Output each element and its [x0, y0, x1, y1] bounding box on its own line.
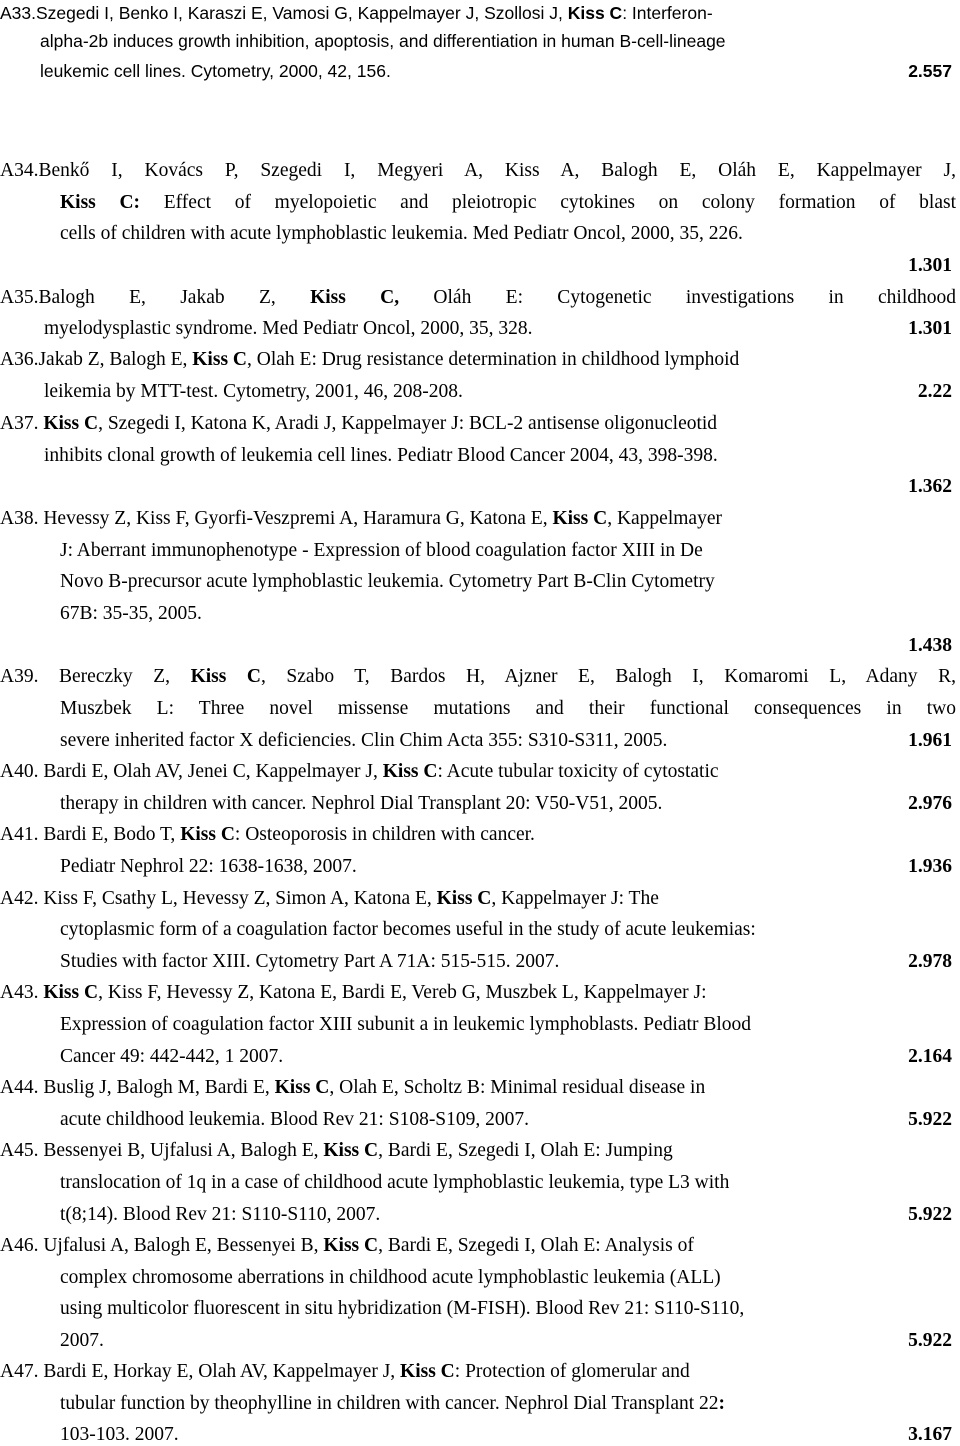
highlighted-author: Kiss C — [567, 3, 623, 23]
reference-text: A43. — [0, 982, 44, 1003]
reference-text: therapy in children with cancer. Nephrol Dial Transplant 20: V50-V51, 2005. — [60, 793, 663, 814]
reference-text: , Bardi E, Szegedi I, Olah E: Jumping — [378, 1140, 673, 1161]
highlighted-author: Kiss C — [382, 761, 438, 782]
reference-text: severe inherited factor X deficiencies. Clin Chim Acta 355: S310-S311, 2005. — [60, 730, 668, 751]
impact-factor: 5.922 — [908, 1204, 952, 1225]
reference-a38-line-4: 67B: 35-35, 2005. — [60, 603, 202, 624]
highlighted-author: Kiss C, — [310, 287, 400, 308]
reference-a36-line-1 — [0, 344, 960, 376]
reference-a38-line-1 — [0, 503, 960, 535]
highlighted-author: Kiss C — [400, 1361, 455, 1382]
reference-a44-line-1 — [0, 1072, 960, 1104]
impact-factor: 1.936 — [908, 856, 952, 877]
reference-a45-line-1 — [0, 1135, 960, 1167]
reference-text: 2007. — [60, 1330, 104, 1351]
reference-a33-line-2: alpha-2b induces growth inhibition, apoptosis, and differentiation in human B-cell-lineage — [40, 31, 726, 51]
reference-text: , Szabo T, Bardos H, Ajzner E, Balogh I, Komaromi L, Adany R, — [260, 666, 956, 687]
reference-text: : Protection of glomerular and — [454, 1361, 690, 1382]
reference-a38-line-2: J: Aberrant immunophenotype - Expression of blood coagulation factor XIII in De — [60, 540, 703, 561]
reference-a41-line-2 — [0, 851, 960, 883]
impact-factor: 1.301 — [908, 255, 952, 276]
highlighted-author: Kiss C — [436, 888, 492, 909]
reference-text: Effect of myelopoietic and pleiotropic cytokines on colony formation of blast — [140, 192, 956, 213]
reference-a35-line-2 — [0, 313, 960, 345]
reference-a45-line-3 — [0, 1199, 960, 1231]
reference-a40-line-1 — [0, 756, 960, 788]
reference-text: leukemic cell lines. Cytometry, 2000, 42, 156. — [40, 61, 391, 81]
reference-a34-line-3: cells of children with acute lymphoblastic leukemia. Med Pediatr Oncol, 2000, 35, 226. — [60, 223, 743, 244]
reference-text: , Bardi E, Szegedi I, Olah E: Analysis of — [378, 1235, 694, 1256]
highlighted-author: Kiss C — [192, 349, 247, 370]
reference-a38-impact-line — [0, 630, 960, 662]
reference-a37-line-1 — [0, 408, 960, 440]
reference-a45-line-2: translocation of 1q in a case of childhood acute lymphoblastic leukemia, type L3 with — [60, 1172, 730, 1193]
reference-a47-line-1 — [0, 1356, 960, 1388]
reference-text: A44. Buslig J, Balogh M, Bardi E, — [0, 1077, 275, 1098]
reference-a46-line-2: complex chromosome aberrations in childhood acute lymphoblastic leukemia (ALL) — [60, 1267, 721, 1288]
reference-text: A39. Bereczky Z, — [0, 666, 191, 687]
reference-a36-line-2 — [0, 376, 960, 408]
reference-text: leikemia by MTT-test. Cytometry, 2001, 46, 208-208. — [44, 381, 463, 402]
reference-a39-line-1 — [0, 661, 960, 693]
reference-a47-line-2 — [0, 1388, 960, 1420]
reference-a37-impact-line — [0, 471, 960, 503]
reference-text: A46. Ujfalusi A, Balogh E, Bessenyei B, — [0, 1235, 324, 1256]
reference-a43-line-2: Expression of coagulation factor XIII subunit a in leukemic lymphoblasts. Pediatr Blood — [60, 1014, 752, 1035]
highlighted-author: Kiss C: — [60, 192, 141, 213]
reference-a43-line-3 — [0, 1041, 960, 1073]
reference-a37-line-2: inhibits clonal growth of leukemia cell lines. Pediatr Blood Cancer 2004, 43, 398-398. — [44, 445, 718, 466]
reference-text: Cancer 49: 442-442, 1 2007. — [60, 1046, 284, 1067]
impact-factor: 2.557 — [908, 61, 952, 81]
reference-a46-line-4 — [0, 1325, 960, 1357]
reference-a34-line-2 — [0, 187, 960, 219]
reference-text: tubular function by theophylline in children with cancer. Nephrol Dial Transplant 22 — [60, 1393, 719, 1414]
reference-a42-line-1 — [0, 883, 960, 915]
impact-factor: 1.301 — [908, 318, 952, 339]
reference-text: A33.Szegedi I, Benko I, Karaszi E, Vamosi G, Kappelmayer J, Szollosi J, — [0, 3, 568, 23]
reference-a34-impact-line — [0, 250, 960, 282]
impact-factor: 1.961 — [908, 730, 952, 751]
reference-a43-line-1 — [0, 977, 960, 1009]
reference-a41-line-1 — [0, 819, 960, 851]
reference-text: , Szegedi I, Katona K, Aradi J, Kappelmayer J: BCL-2 antisense oligonucleotid — [98, 413, 718, 434]
reference-text: myelodysplastic syndrome. Med Pediatr Oncol, 2000, 35, 328. — [44, 318, 533, 339]
highlighted-author: Kiss C — [43, 982, 99, 1003]
impact-factor: 2.164 — [908, 1046, 952, 1067]
reference-text: A47. Bardi E, Horkay E, Olah AV, Kappelmayer J, — [0, 1361, 401, 1382]
impact-factor: 2.978 — [908, 951, 952, 972]
reference-text: A42. Kiss F, Csathy L, Hevessy Z, Simon A, Katona E, — [0, 888, 437, 909]
reference-text: : Acute tubular toxicity of cytostatic — [437, 761, 719, 782]
reference-text: A41. Bardi E, Bodo T, — [0, 824, 181, 845]
reference-a39-line-2: Muszbek L: Three novel missense mutations and their functional consequences in two — [60, 698, 956, 719]
impact-factor: 2.976 — [908, 793, 952, 814]
reference-text: : Interferon- — [622, 3, 713, 23]
reference-text: A38. Hevessy Z, Kiss F, Gyorfi-Veszpremi A, Haramura G, Katona E, — [0, 508, 553, 529]
reference-text: A37. — [0, 413, 44, 434]
impact-factor: 2.22 — [917, 381, 952, 402]
impact-factor: 3.167 — [908, 1424, 952, 1445]
impact-factor: 5.922 — [908, 1109, 952, 1130]
highlighted-author: Kiss C — [552, 508, 608, 529]
reference-a33-line-3 — [0, 55, 960, 87]
reference-a38-line-3: Novo B-precursor acute lymphoblastic leukemia. Cytometry Part B-Clin Cytometry — [60, 571, 715, 592]
reference-text: Studies with factor XIII. Cytometry Part A 71A: 515-515. 2007. — [60, 951, 560, 972]
reference-a42-line-3 — [0, 946, 960, 978]
impact-factor: 1.362 — [908, 476, 952, 497]
reference-a34-line-1: A34.Benkő I, Kovács P, Szegedi I, Megyeri A, Kiss A, Balogh E, Oláh E, Kappelmayer J, — [0, 160, 956, 181]
reference-text: , Olah E, Scholtz B: Minimal residual disease in — [329, 1077, 706, 1098]
reference-text: A40. Bardi E, Olah AV, Jenei C, Kappelmayer J, — [0, 761, 383, 782]
reference-text: A45. Bessenyei B, Ujfalusi A, Balogh E, — [0, 1140, 324, 1161]
reference-text: acute childhood leukemia. Blood Rev 21: S108-S109, 2007. — [60, 1109, 530, 1130]
reference-text: , Kappelmayer — [607, 508, 722, 529]
highlighted-author: Kiss C — [323, 1140, 379, 1161]
impact-factor: 1.438 — [908, 635, 952, 656]
reference-text: t(8;14). Blood Rev 21: S110-S110, 2007. — [60, 1204, 381, 1225]
reference-text: , Kappelmayer J: The — [491, 888, 659, 909]
reference-a40-line-2 — [0, 788, 960, 820]
reference-text: , Olah E: Drug resistance determination in childhood lymphoid — [247, 349, 740, 370]
reference-text: Pediatr Nephrol 22: 1638-1638, 2007. — [60, 856, 357, 877]
reference-text: A36.Jakab Z, Balogh E, — [0, 349, 193, 370]
reference-text: 103-103. 2007. — [60, 1424, 179, 1445]
reference-text: : Osteoporosis in children with cancer. — [234, 824, 535, 845]
highlighted-author: Kiss C — [323, 1235, 379, 1256]
reference-a39-line-3 — [0, 725, 960, 757]
highlighted-author: Kiss C — [190, 666, 261, 687]
reference-text: A35.Balogh E, Jakab Z, — [0, 287, 311, 308]
reference-text-bold: : — [718, 1393, 726, 1414]
reference-a44-line-2 — [0, 1104, 960, 1136]
reference-text: , Kiss F, Hevessy Z, Katona E, Bardi E, Vereb G, Muszbek L, Kappelmayer J: — [98, 982, 707, 1003]
reference-a42-line-2: cytoplasmic form of a coagulation factor becomes useful in the study of acute leukemias: — [60, 919, 756, 940]
highlighted-author: Kiss C — [274, 1077, 330, 1098]
reference-text: Oláh E: Cytogenetic investigations in childhood — [399, 287, 956, 308]
reference-a46-line-1 — [0, 1230, 960, 1262]
highlighted-author: Kiss C — [43, 413, 99, 434]
reference-a46-line-3: using multicolor fluorescent in situ hybridization (M-FISH). Blood Rev 21: S110-S110, — [60, 1298, 745, 1319]
impact-factor: 5.922 — [908, 1330, 952, 1351]
reference-a47-line-3 — [0, 1419, 960, 1446]
highlighted-author: Kiss C — [180, 824, 235, 845]
reference-a35-line-1 — [0, 282, 960, 314]
